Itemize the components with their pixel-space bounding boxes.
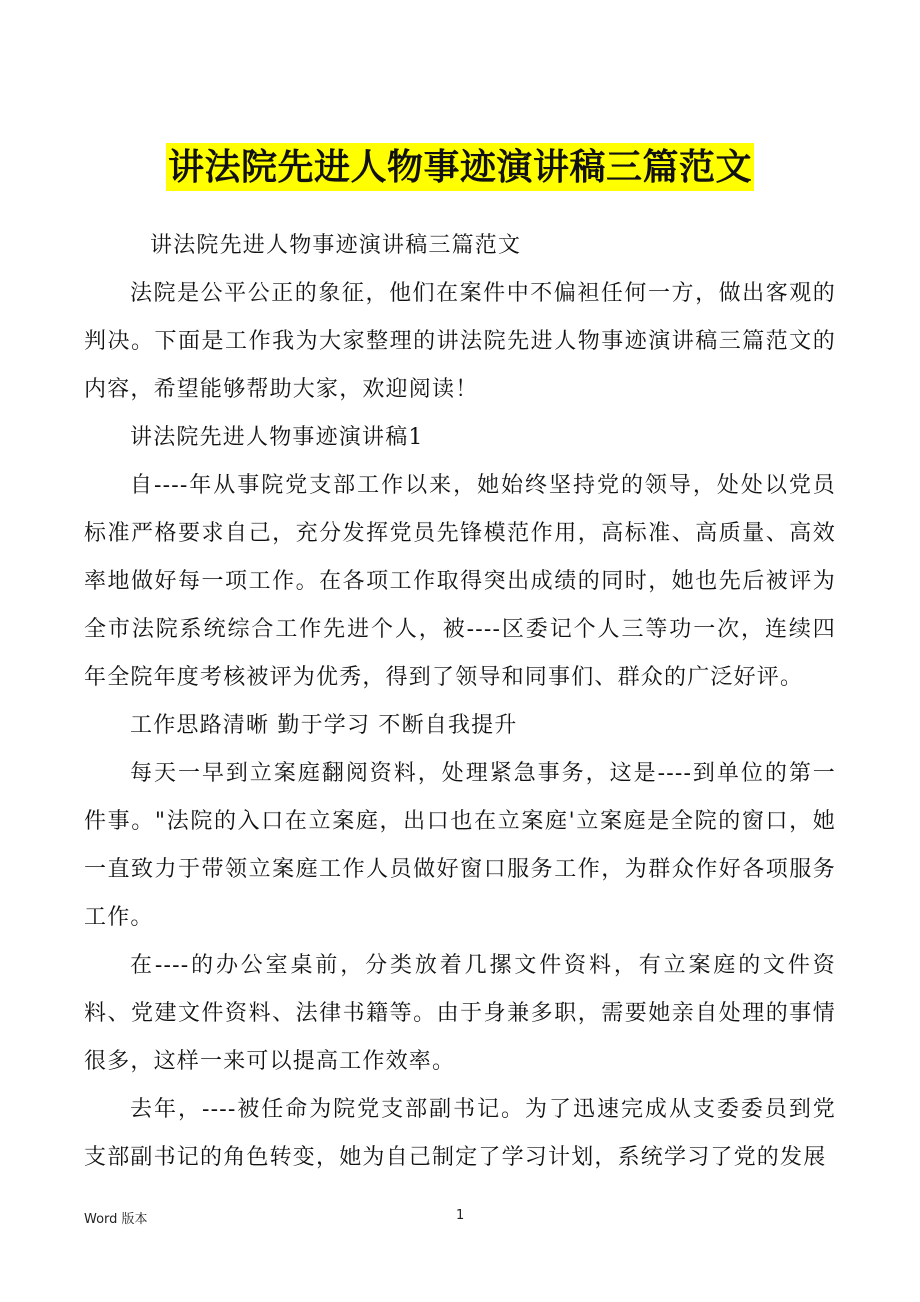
subtitle-paragraph: 讲法院先进人物事迹演讲稿三篇范文	[150, 233, 522, 258]
body-paragraph: 在----的办公室桌前，分类放着几摞文件资料，有立案庭的文件资料、党建文件资料、法律书籍等。由于身兼多职，需要她亲自处理的事情很多，这样一来可以提高工作效率。	[84, 953, 836, 1074]
footer-label: Word 版本	[84, 1212, 148, 1227]
body-paragraph: 每天一早到立案庭翻阅资料，处理紧急事务，这是----到单位的第一件事。"法院的入口在立案庭，出口也在立案庭'立案庭是全院的窗口，她一直致力于带领立案庭工作人员做好窗口服务工作，为群众作好各项服务工作。	[84, 761, 836, 930]
intro-paragraph: 法院是公平公正的象征，他们在案件中不偏袒任何一方，做出客观的判决。下面是工作我为大家整理的讲法院先进人物事迹演讲稿三篇范文的内容，希望能够帮助大家，欢迎阅读！	[84, 281, 836, 402]
body-paragraph: 自----年从事院党支部工作以来，她始终坚持党的领导，处处以党员标准严格要求自己，充分发挥党员先锋模范作用，高标准、高质量、高效率地做好每一项工作。在各项工作取得突出成绩的同时，她也先后被评为全市法院系统综合工作先进个人，被----区委记个人三等功一次，连续四年全院年度考核被评为优秀，得到了领导和同事们、群众的广泛好评。	[84, 473, 836, 690]
document-title: 讲法院先进人物事迹演讲稿三篇范文	[166, 143, 754, 191]
body-paragraph: 去年，----被任命为院党支部副书记。为了迅速完成从支委委员到党支部副书记的角色转变，她为自己制定了学习计划，系统学习了党的发展	[84, 1097, 836, 1170]
page-number: 1	[456, 1208, 465, 1223]
document-body	[84, 222, 836, 1182]
section-subheading: 工作思路清晰 勤于学习 不断自我提升	[130, 713, 518, 738]
section-heading-speech-1: 讲法院先进人物事迹演讲稿1	[130, 425, 424, 450]
title-container	[0, 143, 920, 191]
